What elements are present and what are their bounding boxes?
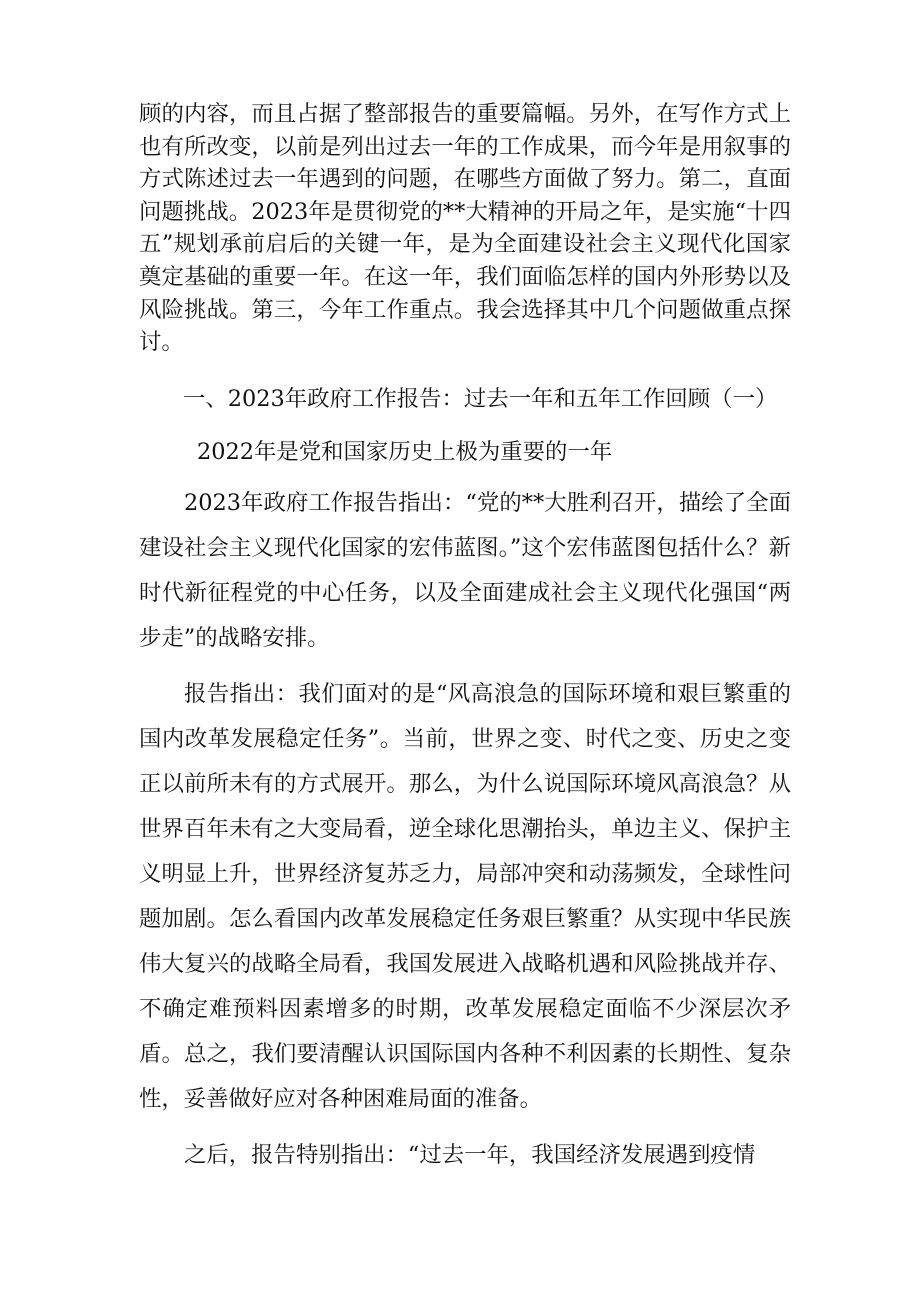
body-paragraph-1: 2023年政府工作报告指出：“党的**大胜利召开，描绘了全面建设社会主义现代化国家的宏伟蓝图。”这个宏伟蓝图包括什么？新时代新征程党的中心任务，以及全面建成社会主义现代化强国“两步走”的战略安排。: [139, 489, 791, 651]
subsection-heading: 2022年是党和国家历史上极为重要的一年: [197, 438, 613, 465]
body-paragraph-3: 之后，报告特别指出：“过去一年，我国经济发展遇到疫情: [184, 1141, 756, 1168]
document-page: [139, 98, 791, 1178]
body-paragraph-2: 报告指出：我们面对的是“风高浪急的国际环境和艰巨繁重的国内改革发展稳定任务”。当前，世界之变、时代之变、历史之变正以前所未有的方式展开。那么，为什么说国际环境风高浪急？从世界百年未有之大变局看，逆全球化思潮抬头，单边主义、保护主义明显上升，世界经济复苏乏力，局部冲突和动荡频发，全球性问题加剧。怎么看国内改革发展稳定任务艰巨繁重？从实现中华民族伟大复兴的战略全局看，我国发展进入战略机遇和风险挑战并存、不确定难预料因素增多的时期，改革发展稳定面临不少深层次矛盾。总之，我们要清醒认识国际国内各种不利因素的长期性、复杂性，妥善做好应对各种困难局面的准备。: [139, 680, 791, 1112]
section-heading: 一、2023年政府工作报告：过去一年和五年工作回顾（一）: [183, 385, 778, 412]
intro-paragraph: 顾的内容，而且占据了整部报告的重要篇幅。另外，在写作方式上也有所改变，以前是列出过去一年的工作成果，而今年是用叙事的方式陈述过去一年遇到的问题，在哪些方面做了努力。第二，直面问题挑战。2023年是贯彻党的**大精神的开局之年，是实施“十四五”规划承前启后的关键一年，是为全面建设社会主义现代化国家奠定基础的重要一年。在这一年，我们面临怎样的国内外形势以及风险挑战。第三，今年工作重点。我会选择其中几个问题做重点探讨。: [139, 101, 791, 356]
